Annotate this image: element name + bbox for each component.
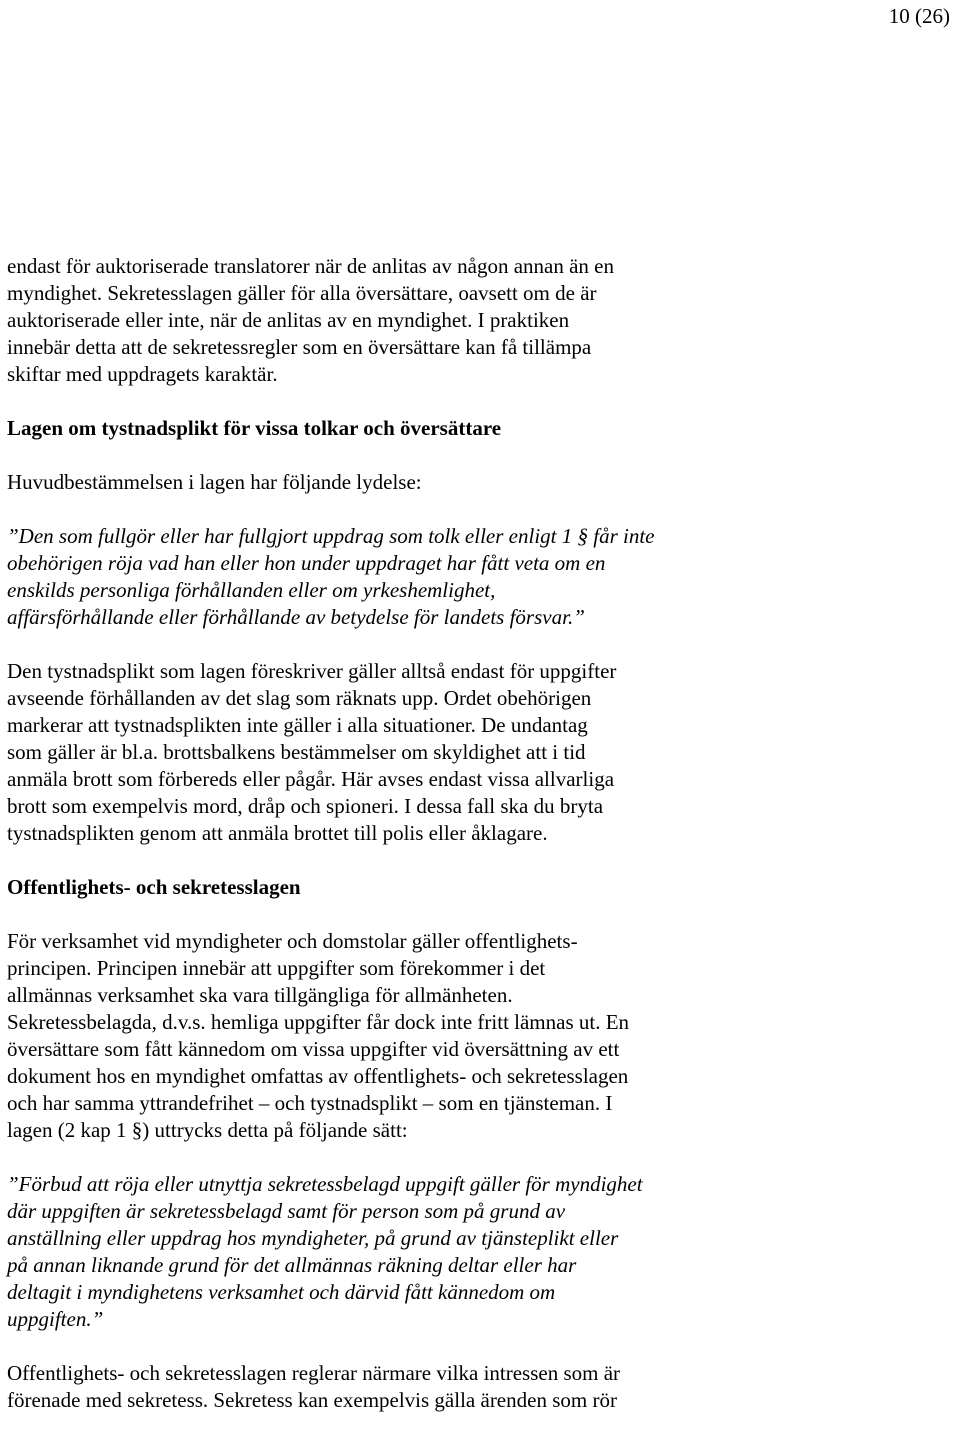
heading-offentlighet xyxy=(7,874,957,901)
text-line: tystnadsplikten genom att anmäla brottet till polis eller åklagare. xyxy=(7,821,548,845)
text-line: avseende förhållanden av det slag som räknats upp. Ordet obehörigen xyxy=(7,686,592,710)
text-line: som gäller är bl.a. brottsbalkens bestämmelser om skyldighet att i tid xyxy=(7,740,586,764)
text-line: markerar att tystnadsplikten inte gäller i alla situationer. De undantag xyxy=(7,713,588,737)
text-line: ”Förbud att röja eller utnyttja sekretessbelagd uppgift gäller för myndighet xyxy=(7,1172,643,1196)
text-line: brott som exempelvis mord, dråp och spioneri. I dessa fall ska du bryta xyxy=(7,794,604,818)
text-line: dokument hos en myndighet omfattas av offentlighets- och sekretesslagen xyxy=(7,1064,629,1088)
text-line: skiftar med uppdragets karaktär. xyxy=(7,362,278,386)
tystnadsplikt-explanation xyxy=(7,658,957,847)
text-line: deltagit i myndighetens verksamhet och därvid fått kännedom om xyxy=(7,1280,556,1304)
intro-paragraph xyxy=(7,253,957,388)
text-line: Lagen om tystnadsplikt för vissa tolkar och översättare xyxy=(7,416,502,440)
text-line: Offentlighets- och sekretesslagen reglerar närmare vilka intressen som är xyxy=(7,1361,621,1385)
text-line: översättare som fått kännedom om vissa uppgifter vid översättning av ett xyxy=(7,1037,620,1061)
text-line: myndighet. Sekretesslagen gäller för alla översättare, oavsett om de är xyxy=(7,281,597,305)
text-line: lagen (2 kap 1 §) uttrycks detta på följande sätt: xyxy=(7,1118,408,1142)
text-line: affärsförhållande eller förhållande av betydelse för landets försvar.” xyxy=(7,605,585,629)
text-line: principen. Principen innebär att uppgifter som förekommer i det xyxy=(7,956,546,980)
forbud-quote xyxy=(7,1171,957,1333)
text-line: Offentlighets- och sekretesslagen xyxy=(7,875,301,899)
text-line: Sekretessbelagda, d.v.s. hemliga uppgifter får dock inte fritt lämnas ut. En xyxy=(7,1010,630,1034)
page-number: 10 (26) xyxy=(888,4,950,28)
text-line: och har samma yttrandefrihet – och tystnadsplikt – som en tjänsteman. I xyxy=(7,1091,613,1115)
text-line: endast för auktoriserade translatorer när de anlitas av någon annan än en xyxy=(7,254,614,278)
text-line: För verksamhet vid myndigheter och domstolar gäller offentlighets- xyxy=(7,929,578,953)
heading-tystnadsplikt xyxy=(7,415,957,442)
text-line: ”Den som fullgör eller har fullgjort uppdrag som tolk eller enligt 1 § får inte xyxy=(7,524,655,548)
text-line: enskilds personliga förhållanden eller om yrkeshemlighet, xyxy=(7,578,496,602)
offentlighet-paragraph xyxy=(7,928,957,1144)
text-line: förenade med sekretess. Sekretess kan exempelvis gälla ärenden som rör xyxy=(7,1388,617,1412)
text-line: anställning eller uppdrag hos myndigheter, på grund av tjänsteplikt eller xyxy=(7,1226,619,1250)
text-line: obehörigen röja vad han eller hon under uppdraget har fått veta om en xyxy=(7,551,606,575)
text-line: anmäla brott som förbereds eller pågår. Här avses endast vissa allvarliga xyxy=(7,767,615,791)
closing-paragraph xyxy=(7,1360,957,1414)
main-provision-intro xyxy=(7,469,957,496)
text-line: auktoriserade eller inte, när de anlitas av en myndighet. I praktiken xyxy=(7,308,570,332)
text-line: Huvudbestämmelsen i lagen har följande lydelse: xyxy=(7,470,422,494)
text-line: på annan liknande grund för det allmännas räkning deltar eller har xyxy=(7,1253,577,1277)
text-line: där uppgiften är sekretessbelagd samt för person som på grund av xyxy=(7,1199,566,1223)
text-line: uppgiften.” xyxy=(7,1307,104,1331)
text-line: Den tystnadsplikt som lagen föreskriver gäller alltså endast för uppgifter xyxy=(7,659,617,683)
document-body xyxy=(7,253,957,1441)
tystnadsplikt-quote xyxy=(7,523,957,631)
text-line: allmännas verksamhet ska vara tillgängliga för allmänheten. xyxy=(7,983,513,1007)
text-line: innebär detta att de sekretessregler som en översättare kan få tillämpa xyxy=(7,335,592,359)
